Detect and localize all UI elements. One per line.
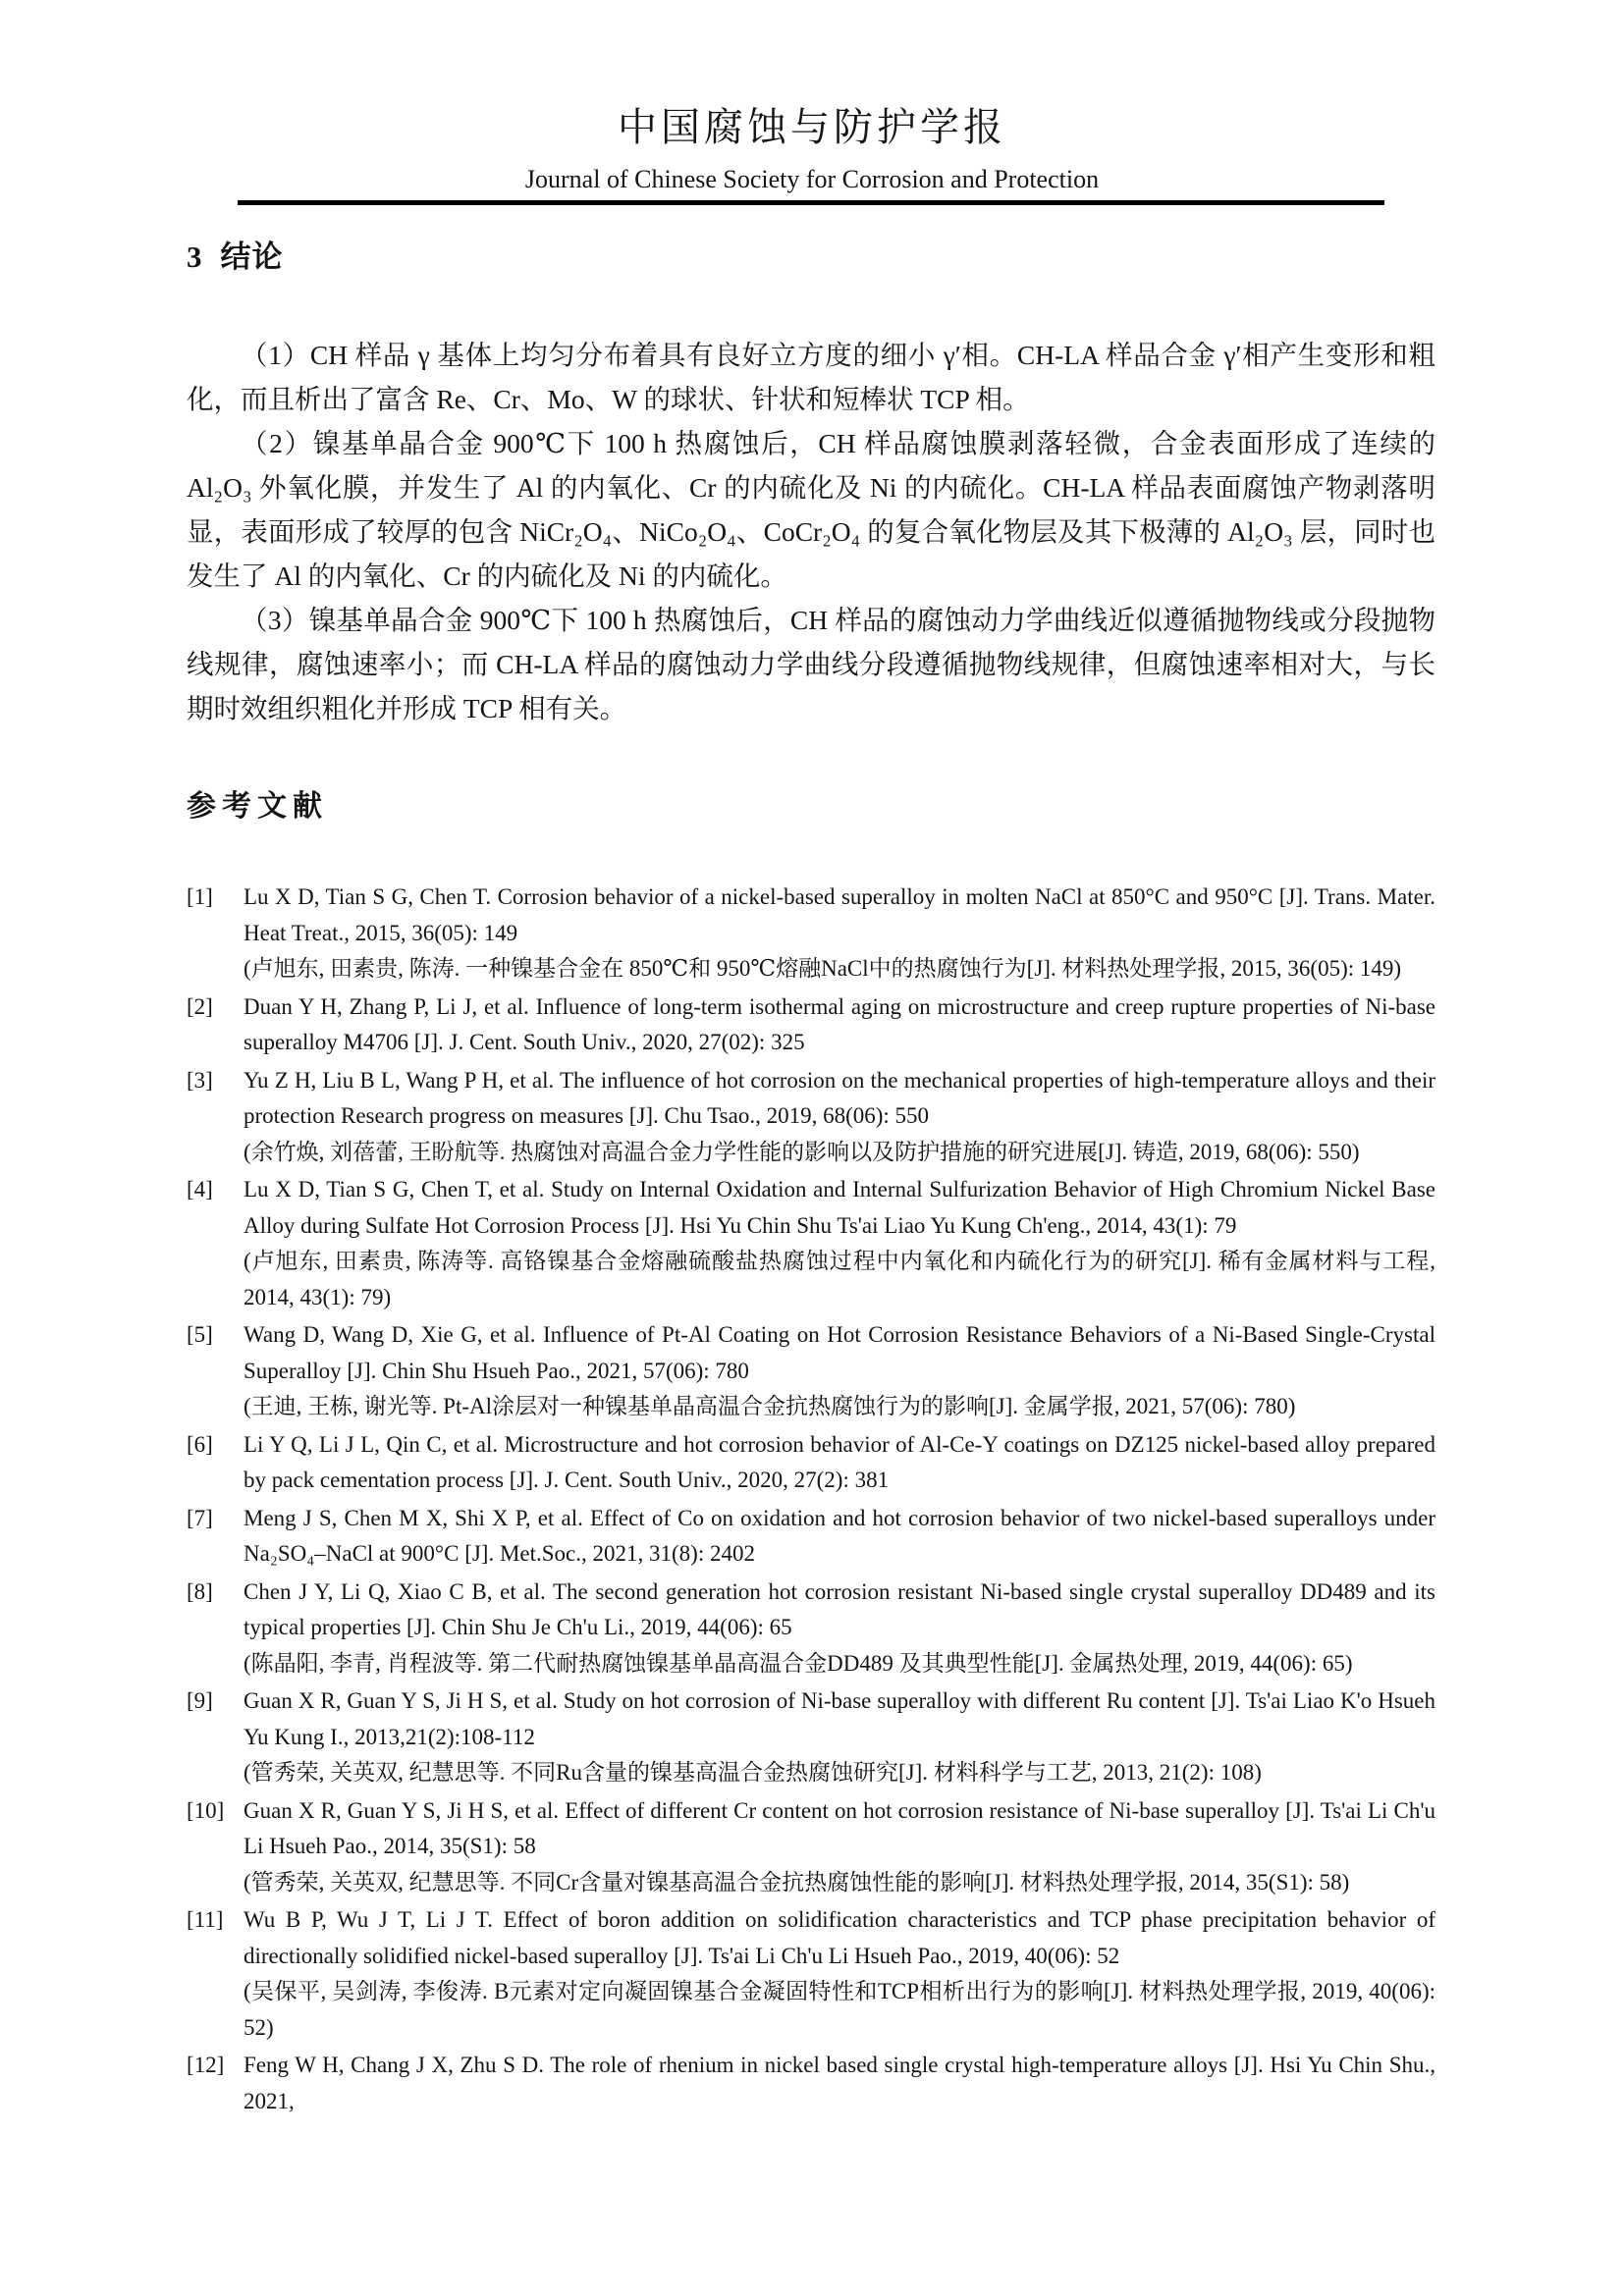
reference-text-en: Duan Y H, Zhang P, Li J, et al. Influence of long-term isothermal aging on microstructure and creep rupture properties of Ni-base superalloy M4706 [J]. J. Cent. South Univ., 2020, 27(02): 325	[244, 993, 1435, 1054]
reference-body	[244, 1063, 1435, 1171]
reference-body	[244, 1501, 1435, 1573]
reference-body	[244, 1317, 1435, 1425]
conclusion-section-title: 结论	[220, 240, 284, 274]
reference-label: [11]	[187, 1907, 224, 1932]
reference-text-zh: (卢旭东, 田素贵, 陈涛等. 高铬镍基合金熔融硫酸盐热腐蚀过程中内氧化和内硫化行为的研究[J]. 稀有金属材料与工程, 2014, 43(1): 79)	[244, 1249, 1435, 1309]
reference-label: [7]	[187, 1505, 213, 1530]
reference-label: [8]	[187, 1578, 213, 1604]
reference-text-zh: (陈晶阳, 李青, 肖程波等. 第二代耐热腐蚀镍基单晶高温合金DD489 及其典型性能[J]. 金属热处理, 2019, 44(06): 65)	[244, 1650, 1353, 1676]
reference-item	[187, 1793, 1435, 1901]
reference-label: [3]	[187, 1067, 213, 1093]
reference-label: [1]	[187, 884, 213, 909]
reference-text-en: Yu Z H, Liu B L, Wang P H, et al. The influence of hot corrosion on the mechanical properties of high-temperature alloys and their protection Research progress on measures [J]. Chu Tsao., 2019, 68(06): 550	[244, 1067, 1435, 1128]
reference-label: [4]	[187, 1177, 213, 1201]
reference-text-en: Wu B P, Wu J T, Li J T. Effect of boron addition on solidification characteristics and TCP phase precipitation behavior of directionally solidified nickel-based superalloy [J]. Ts'ai Li Ch'u Li Hsueh Pao., 2019, 40(06): 52	[244, 1907, 1435, 1968]
conclusion-section-heading	[187, 232, 1435, 276]
reference-label: [9]	[187, 1688, 213, 1713]
reference-text-zh: (吴保平, 吴剑涛, 李俊涛. B元素对定向凝固镍基合金凝固特性和TCP相析出行为的影响[J]. 材料热处理学报, 2019, 40(06): 52)	[244, 1979, 1435, 2040]
reference-item	[187, 1683, 1435, 1791]
reference-text-zh: (余竹焕, 刘蓓蕾, 王盼航等. 热腐蚀对高温合金力学性能的影响以及防护措施的研究进展[J]. 铸造, 2019, 68(06): 550)	[244, 1139, 1360, 1164]
conclusion-paragraph: （1）CH 样品 γ 基体上均匀分布着具有良好立方度的细小 γ′相。CH-LA 样品合金 γ′相产生变形和粗化，而且析出了富含 Re、Cr、Mo、W 的球状、针状和短棒状 TCP 相。	[187, 340, 1435, 414]
reference-body	[244, 1793, 1435, 1901]
conclusion-paragraph: （2）镍基单晶合金 900℃下 100 h 热腐蚀后，CH 样品腐蚀膜剥落轻微，合金表面形成了连续的 Al₂O₃ 外氧化膜，并发生了 Al 的内氧化、Cr 的内硫化及 Ni 的内硫化。CH-LA 样品表面腐蚀产物剥落明显，表面形成了较厚的包含 NiCr₂O₄、NiCo₂O₄、CoCr₂O₄ 的复合氧化物层及其下极薄的 Al₂O₃ 层，同时也发生了 Al 的内氧化、Cr 的内硫化及 Ni 的内硫化。	[187, 428, 1435, 591]
header-divider-rule	[238, 200, 1384, 205]
reference-item	[187, 989, 1435, 1061]
reference-text-en: Lu X D, Tian S G, Chen T. Corrosion behavior of a nickel-based superalloy in molten NaCl at 850°C and 950°C [J]. Trans. Mater. Heat Treat., 2015, 36(05): 149	[244, 884, 1435, 945]
conclusion-paragraph: （3）镍基单晶合金 900℃下 100 h 热腐蚀后，CH 样品的腐蚀动力学曲线近似遵循抛物线或分段抛物线规律，腐蚀速率小；而 CH-LA 样品的腐蚀动力学曲线分段遵循抛物线规律，但腐蚀速率相对大，与长期时效组织粗化并形成 TCP 相有关。	[187, 605, 1435, 723]
reference-item	[187, 1902, 1435, 2046]
reference-text-zh: (管秀荣, 关英双, 纪慧思等. 不同Ru含量的镍基高温合金热腐蚀研究[J]. 材料科学与工艺, 2013, 21(2): 108)	[244, 1760, 1262, 1785]
references-heading: 参考文献	[187, 790, 328, 823]
reference-body	[244, 1683, 1435, 1791]
reference-body	[244, 1172, 1435, 1315]
journal-title-english: Journal of Chinese Society for Corrosion and Protection	[524, 165, 1100, 193]
reference-text-en: Guan X R, Guan Y S, Ji H S, et al. Study on hot corrosion of Ni-base superalloy with different Ru content [J]. Ts'ai Liao K'o Hsueh Yu Kung I., 2013,21(2):108-112	[244, 1688, 1435, 1749]
reference-text-zh: (卢旭东, 田素贵, 陈涛. 一种镍基合金在 850℃和 950℃熔融NaCl中的热腐蚀行为[J]. 材料热处理学报, 2015, 36(05): 149)	[244, 956, 1402, 981]
reference-label: [10]	[187, 1797, 225, 1823]
reference-text-en: Wang D, Wang D, Xie G, et al. Influence of Pt-Al Coating on Hot Corrosion Resistance Behaviors of a Ni-Based Single-Crystal Superalloy [J]. Chin Shu Hsueh Pao., 2021, 57(06): 780	[244, 1322, 1435, 1383]
conclusion-section-number: 3	[187, 240, 203, 274]
reference-body	[244, 880, 1435, 988]
reference-text-en: Chen J Y, Li Q, Xiao C B, et al. The second generation hot corrosion resistant Ni-based single crystal superalloy DD489 and its typical properties [J]. Chin Shu Je Ch'u Li., 2019, 44(06): 65	[244, 1578, 1435, 1639]
reference-label: [2]	[187, 993, 213, 1019]
reference-item	[187, 1427, 1435, 1499]
reference-text-en: Feng W H, Chang J X, Zhu S D. The role of rhenium in nickel based single crystal high-temperature alloys [J]. Hsi Yu Chin Shu., 2021,	[244, 2053, 1435, 2113]
reference-text-en: Li Y Q, Li J L, Qin C, et al. Microstructure and hot corrosion behavior of Al-Ce-Y coatings on DZ125 nickel-based alloy prepared by pack cementation process [J]. J. Cent. South Univ., 2020, 27(2): 381	[244, 1431, 1435, 1492]
reference-body	[244, 1902, 1435, 2046]
reference-label: [12]	[187, 2053, 225, 2077]
reference-item	[187, 1317, 1435, 1425]
reference-list	[187, 880, 1435, 2119]
reference-text-zh: (管秀荣, 关英双, 纪慧思等. 不同Cr含量对镍基高温合金抗热腐蚀性能的影响[J]. 材料热处理学报, 2014, 35(S1): 58)	[244, 1869, 1350, 1895]
reference-label: [5]	[187, 1322, 213, 1347]
reference-item	[187, 1063, 1435, 1171]
reference-text-en: Meng J S, Chen M X, Shi X P, et al. Effect of Co on oxidation and hot corrosion behavior of two nickel-based superalloys under Na₂SO₄–NaCl at 900°C [J]. Met.Soc., 2021, 31(8): 2402	[244, 1505, 1435, 1566]
reference-text-zh: (王迪, 王栋, 谢光等. Pt-Al涂层对一种镍基单晶高温合金抗热腐蚀行为的影响[J]. 金属学报, 2021, 57(06): 780)	[244, 1394, 1296, 1418]
reference-item	[187, 1575, 1435, 1682]
journal-title-chinese: 中国腐蚀与防护学报	[618, 105, 1006, 149]
reference-text-en: Lu X D, Tian S G, Chen T, et al. Study on Internal Oxidation and Internal Sulfurization Behavior of High Chromium Nickel Base Alloy during Sulfate Hot Corrosion Process [J]. Hsi Yu Chin Shu Ts'ai Liao Yu Kung Ch'eng., 2014, 43(1): 79	[244, 1177, 1435, 1238]
reference-body	[244, 1427, 1435, 1499]
reference-item	[187, 1501, 1435, 1573]
reference-body	[244, 2048, 1435, 2119]
reference-item	[187, 880, 1435, 988]
reference-text-en: Guan X R, Guan Y S, Ji H S, et al. Effect of different Cr content on hot corrosion resistance of Ni-base superalloy [J]. Ts'ai Li Ch'u Li Hsueh Pao., 2014, 35(S1): 58	[244, 1797, 1435, 1858]
reference-body	[244, 989, 1435, 1061]
reference-item	[187, 1172, 1435, 1315]
reference-body	[244, 1575, 1435, 1682]
reference-label: [6]	[187, 1431, 213, 1457]
page-content	[187, 232, 1435, 2121]
reference-item	[187, 2048, 1435, 2119]
